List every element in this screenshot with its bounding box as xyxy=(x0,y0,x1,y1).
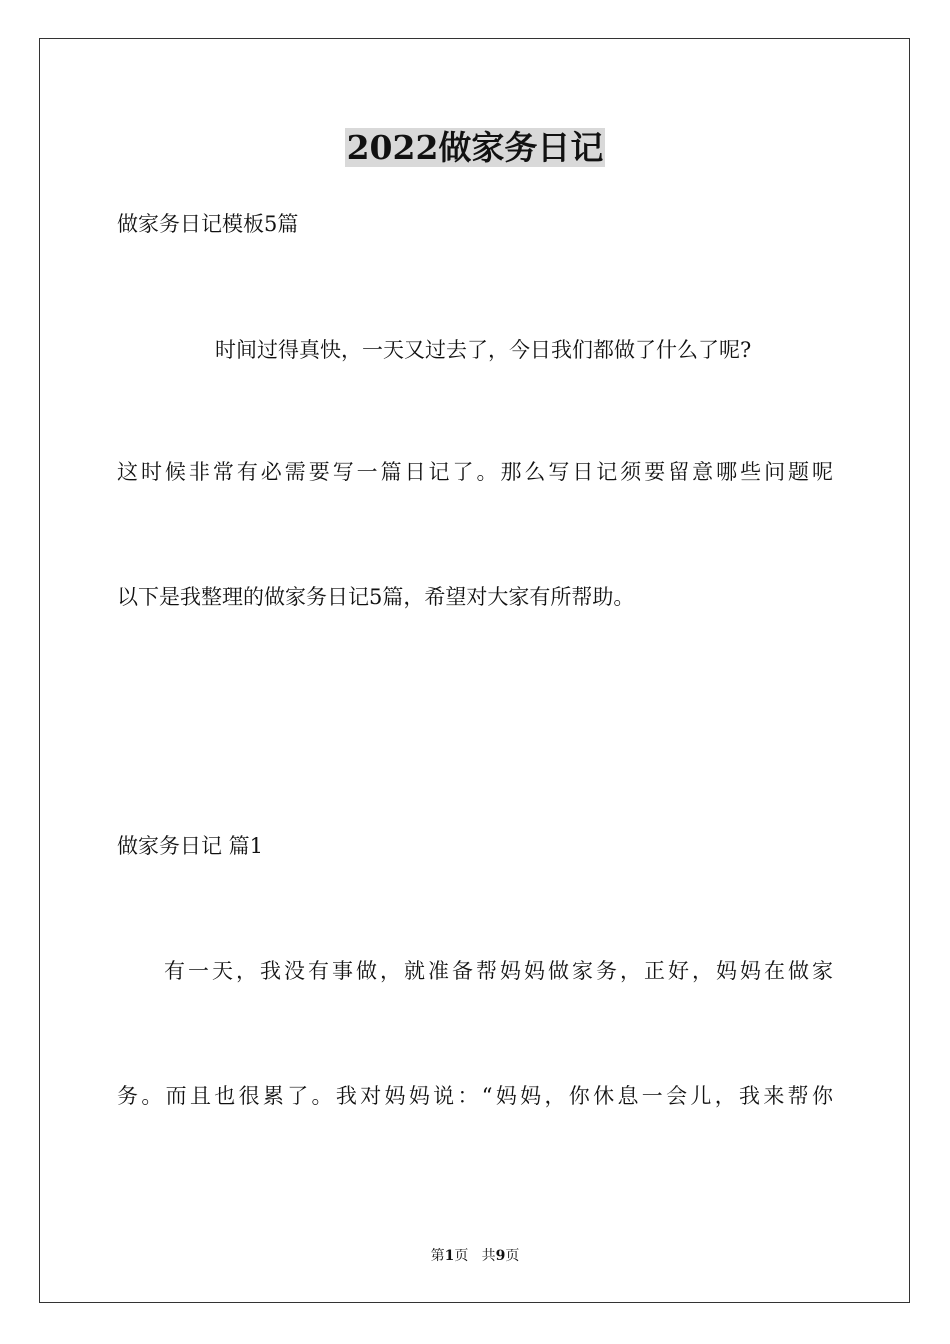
footer-page-number: 1 xyxy=(444,1248,455,1264)
section-heading: 做家务日记 篇1 xyxy=(117,834,264,858)
intro-line-3: 以下是我整理的做家务日记5篇，希望对大家有所帮助。 xyxy=(117,585,635,609)
intro-line-2: 这时候非常有必需要写一篇日记了。那么写日记须要留意哪些问题呢 xyxy=(117,460,833,484)
section-line-2: 务。而且也很累了。我对妈妈说：“妈妈，你休息一会儿，我来帮你 xyxy=(117,1084,833,1108)
document-title xyxy=(0,126,950,170)
footer-total-prefix: 共 xyxy=(481,1248,496,1264)
footer-prefix: 第 xyxy=(430,1248,445,1264)
footer-total-suffix: 页 xyxy=(505,1248,520,1264)
document-subtitle: 做家务日记模板5篇 xyxy=(117,212,299,236)
section-line-1: 有一天，我没有事做，就准备帮妈妈做家务，正好，妈妈在做家 xyxy=(164,959,833,983)
page-footer xyxy=(0,1247,950,1265)
intro-line-1: 时间过得真快，一天又过去了，今日我们都做了什么了呢? xyxy=(215,338,752,362)
document-title-text: 2022做家务日记 xyxy=(346,128,604,167)
footer-page-suffix: 页 xyxy=(454,1248,469,1264)
footer-total-pages: 9 xyxy=(495,1248,506,1264)
